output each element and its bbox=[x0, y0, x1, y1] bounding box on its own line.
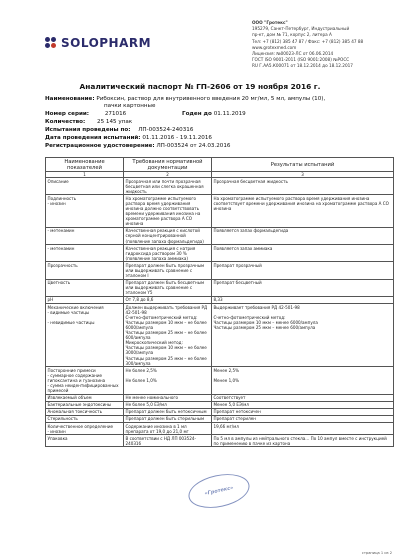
row-result: Соответствует bbox=[212, 394, 394, 401]
meta-reg bbox=[45, 143, 231, 150]
row-indicator: Бактериальные эндотоксины bbox=[46, 401, 124, 408]
table-header-row bbox=[46, 158, 394, 172]
row-requirement: Не более 2,5% Не более 1,0% bbox=[124, 367, 212, 394]
table-row bbox=[46, 367, 394, 394]
valid-label: Годен до bbox=[182, 111, 212, 117]
col-number: 2 bbox=[124, 172, 212, 178]
row-indicator: Механические включения - видимые частицы - невидимые частицы bbox=[46, 304, 124, 367]
row-result: Менее 2,5% Менее 1,0% bbox=[212, 367, 394, 394]
meta-qty bbox=[45, 119, 132, 126]
row-indicator: pH bbox=[46, 296, 124, 303]
row-requirement: Качественная реакция с натрия гидроксида раствором 30 % (появление запаха аммиака) bbox=[124, 245, 212, 262]
company-line: 195279, Санкт-Петербург, Индустриальный bbox=[252, 26, 350, 32]
row-result: На хроматограмме испытуемого раствора время удерживания инозина соответствует времени удерживания инозина на хроматограмме раствора А СО инозина bbox=[212, 195, 394, 228]
row-requirement: Препарат должен быть стерильным bbox=[124, 415, 212, 422]
row-indicator: - метенамин bbox=[46, 227, 124, 244]
row-indicator: Цветность bbox=[46, 279, 124, 296]
header-requirements: Требования нормативной документации bbox=[124, 158, 212, 172]
row-result: Препарат бесцветный bbox=[212, 279, 394, 296]
name-label: Наименование: bbox=[45, 96, 95, 102]
qty-value: 25 145 упак bbox=[97, 119, 133, 125]
row-result: Появляется запах формальдегида bbox=[212, 227, 394, 244]
table-row bbox=[46, 195, 394, 228]
row-result: Препарат нетоксичен bbox=[212, 408, 394, 415]
table-row bbox=[46, 178, 394, 195]
table-row bbox=[46, 401, 394, 408]
table-row bbox=[46, 279, 394, 296]
row-requirement: Препарат должен быть бесцветным или выдерживать сравнение с эталоном Y5 bbox=[124, 279, 212, 296]
logo-text: SOLOPHARM bbox=[61, 36, 152, 50]
table-row bbox=[46, 423, 394, 435]
row-indicator: Аномальная токсичность bbox=[46, 408, 124, 415]
row-requirement: Препарат должен быть нетоксичным bbox=[124, 408, 212, 415]
company-line: пр-кт, дом № 71, корпус 2, литера А bbox=[252, 32, 332, 38]
row-indicator: - метенамин bbox=[46, 245, 124, 262]
meta-dates bbox=[45, 135, 212, 142]
company-stamp bbox=[185, 469, 252, 513]
reg-label: Регистрационное удостоверение: bbox=[45, 143, 155, 149]
row-requirement: Не менее номинального bbox=[124, 394, 212, 401]
company-info bbox=[252, 20, 397, 70]
solopharm-logo bbox=[45, 36, 151, 50]
company-line: RU Г.АА5.К00071 от 18.12.2014 до 18.12.2017 bbox=[252, 63, 353, 69]
row-result: Прозрачная бесцветная жидкость bbox=[212, 178, 394, 195]
table-row bbox=[46, 245, 394, 262]
row-indicator: Стерильность bbox=[46, 415, 124, 422]
reg-value: ЛП-003524 от 24.03.2016 bbox=[156, 143, 231, 149]
meta-name-cont bbox=[104, 103, 155, 110]
qty-label: Количество: bbox=[45, 119, 86, 125]
row-result: 19,66 мг/мл bbox=[212, 423, 394, 435]
row-requirement: Должен выдерживать требования РД 42-501-98 Счетно-фотометрический метод: Частицы размером 10 мкм – не более 6000/ампула Частицы размером 25 мкм – не более 600/ампула Микроскопический метод: Частицы размером 10 мкм – не более 3000/ампула Частицы размером 25 мкм – не более 300/ампула bbox=[124, 304, 212, 367]
meta-name bbox=[45, 96, 325, 103]
row-requirement: От 7,8 до 8,6 bbox=[124, 296, 212, 303]
row-indicator: Упаковка bbox=[46, 435, 124, 447]
dates-value: 01.11.2016 - 19.11.2016 bbox=[142, 135, 212, 141]
table-body bbox=[46, 178, 394, 447]
series-value: 271016 bbox=[104, 111, 127, 117]
name-value-cont: пачки картонные bbox=[104, 103, 156, 109]
name-value: Рибоксин, раствор для внутривенного введения 20 мг/мл, 5 мл, ампулы (10), bbox=[96, 96, 326, 102]
row-result: Выдерживает требования РД 42-501-98 Счетно-фотометрический метод: Частицы размером 10 мкм – менее 6000/ампула Частицы размером 25 мкм – менее 600/ампула bbox=[212, 304, 394, 367]
row-requirement: Препарат должен быть прозрачным или выдерживать сравнение с эталоном I bbox=[124, 262, 212, 279]
company-line: ГОСТ ISO 9001-2011 (ISO 9001:2008) №РОСС bbox=[252, 57, 350, 63]
tests-value: ЛП-003524-240316 bbox=[138, 127, 194, 133]
row-indicator: Подлинность - инозин bbox=[46, 195, 124, 228]
table-row bbox=[46, 435, 394, 447]
page-footer: страница 1 из 2 bbox=[361, 551, 392, 555]
dates-label: Дата проведения испытаний: bbox=[45, 135, 141, 141]
series-label: Номер серии: bbox=[45, 111, 90, 117]
row-indicator: Количественное определение - инозин bbox=[46, 423, 124, 435]
row-requirement: В соответствии с НД ЛП 003524-240316 bbox=[124, 435, 212, 447]
row-indicator: Прозрачность bbox=[46, 262, 124, 279]
col-number: 1 bbox=[46, 172, 124, 178]
header-indicator: Наименование показателей bbox=[46, 158, 124, 172]
table-row bbox=[46, 304, 394, 367]
company-line: ООО "Гротекс" bbox=[252, 20, 288, 25]
row-result: 8,33 bbox=[212, 296, 394, 303]
header-results: Результаты испытаний bbox=[212, 158, 394, 172]
company-line: Тел: +7 (812) 385 47 87 / Факс: +7 (812) 385 47 88 bbox=[252, 38, 364, 44]
row-requirement: Качественная реакция с кислотой серной концентрированной (появление запаха формальдегида) bbox=[124, 227, 212, 244]
row-requirement: Не более 5,0 ЕЭ/мл bbox=[124, 401, 212, 408]
row-result: Менее 5,0 ЕЭ/мл bbox=[212, 401, 394, 408]
col-number: 3 bbox=[212, 172, 394, 178]
table-row bbox=[46, 262, 394, 279]
results-table bbox=[45, 157, 394, 447]
row-result: Препарат стерилен bbox=[212, 415, 394, 422]
row-result: По 5 мл в ампулы из нейтрального стекла… По 10 ампул вместе с инструкцией по применению в пачке из картона bbox=[212, 435, 394, 447]
row-indicator: Извлекаемый объем bbox=[46, 394, 124, 401]
row-requirement: Прозрачная или почти прозрачная бесцветная или слегка окрашенная жидкость bbox=[124, 178, 212, 195]
meta-valid bbox=[182, 111, 246, 118]
table-row bbox=[46, 408, 394, 415]
table-row bbox=[46, 415, 394, 422]
valid-value: 01.11.2019 bbox=[213, 111, 246, 117]
meta-tests bbox=[45, 127, 193, 134]
document-title: Аналитический паспорт № ГП-2606 от 19 ноября 2016 г. bbox=[79, 82, 321, 91]
meta-series bbox=[45, 111, 126, 118]
table-row bbox=[46, 394, 394, 401]
row-result: Препарат прозрачный bbox=[212, 262, 394, 279]
table-row bbox=[46, 227, 394, 244]
company-line: Лицензия: №00023-ЛС от 06.06.2014 bbox=[252, 51, 334, 57]
tests-label: Испытания проведены по: bbox=[45, 127, 131, 133]
row-indicator: Описание bbox=[46, 178, 124, 195]
solopharm-dots-icon bbox=[45, 37, 57, 49]
table-row bbox=[46, 296, 394, 303]
row-requirement: Содержание инозина в 1 мл препарата от 19,0 до 21,0 мг bbox=[124, 423, 212, 435]
row-indicator: Посторонние примеси - суммарное содержание гипоксантина и гуанозина - сумма неидентифицированных примесей bbox=[46, 367, 124, 394]
company-line: www.grotexmed.com bbox=[252, 44, 297, 50]
row-requirement: На хроматограмме испытуемого раствора время удерживания инозина должно соответствовать времени удерживания инозина на хроматограмме раствора А СО инозина bbox=[124, 195, 212, 228]
stamp-text: «Гротекс» bbox=[204, 485, 234, 497]
row-result: Появляется запах аммиака bbox=[212, 245, 394, 262]
